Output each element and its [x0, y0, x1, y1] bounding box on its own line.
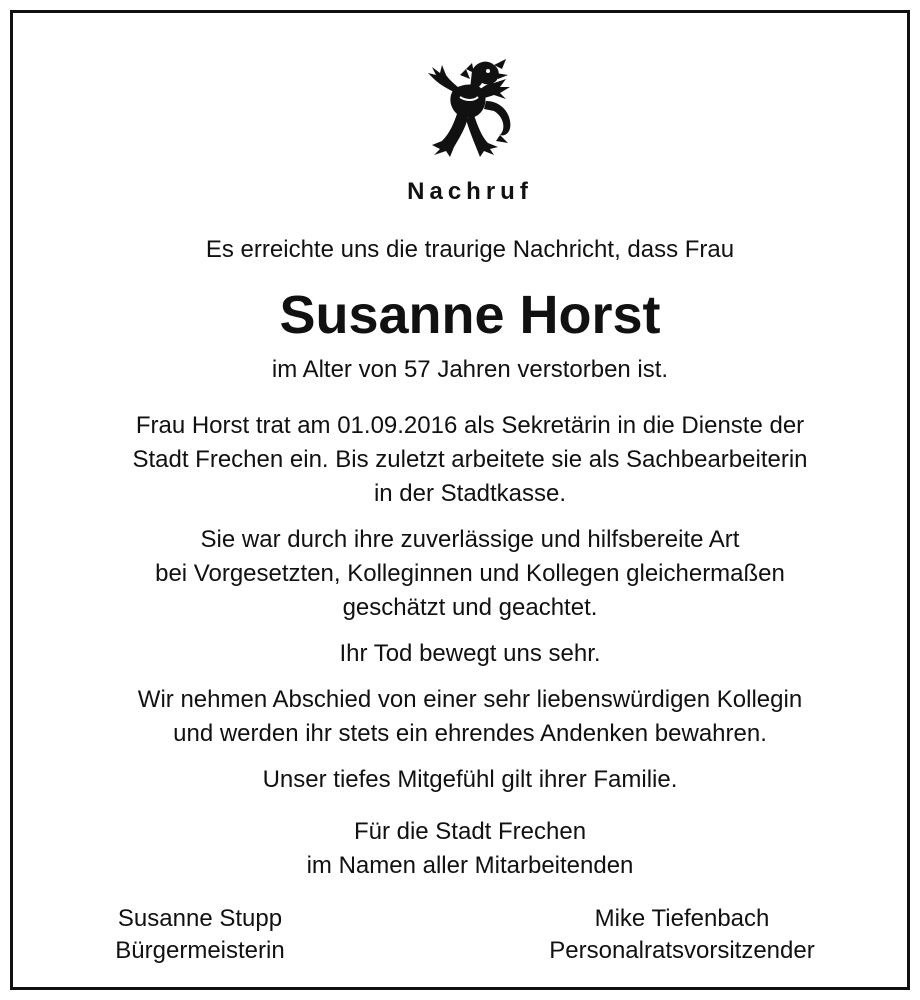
paragraph-line: Wir nehmen Abschied von einer sehr liebenswürdigen Kollegin — [137, 686, 803, 713]
paragraph-line: Sie war durch ihre zuverlässige und hilfsbereite Art — [200, 526, 740, 553]
paragraph-line: bei Vorgesetzten, Kolleginnen und Kollegen gleichermaßen — [155, 560, 785, 587]
signatory-title: Bürgermeisterin — [115, 937, 285, 964]
notice-heading: Nachruf — [407, 178, 533, 205]
paragraph-line: und werden ihr stets ein ehrendes Andenken bewahren. — [173, 720, 767, 747]
signatory-title: Personalratsvorsitzender — [549, 937, 815, 964]
signatory-name: Susanne Stupp — [117, 905, 283, 932]
signatory-name: Mike Tiefenbach — [594, 905, 770, 932]
paragraph-line: Stadt Frechen ein. Bis zuletzt arbeitete sie als Sachbearbeiterin — [132, 446, 808, 473]
paragraph-line: geschätzt und geachtet. — [342, 594, 598, 621]
paragraph-line: Frau Horst trat am 01.09.2016 als Sekretärin in die Dienste der — [135, 412, 805, 439]
heraldic-lion-icon — [416, 49, 520, 159]
closing-line: im Namen aller Mitarbeitenden — [306, 852, 634, 879]
paragraph-line: Unser tiefes Mitgefühl gilt ihrer Familie. — [262, 766, 678, 793]
closing-line: Für die Stadt Frechen — [353, 818, 587, 845]
intro-line: Es erreichte uns die traurige Nachricht, dass Frau — [205, 236, 735, 263]
deceased-name: Susanne Horst — [279, 285, 661, 345]
paragraph-line: in der Stadtkasse. — [373, 480, 567, 507]
paragraph-line: Ihr Tod bewegt uns sehr. — [339, 640, 601, 667]
age-line: im Alter von 57 Jahren verstorben ist. — [271, 356, 669, 383]
obituary-frame — [10, 10, 910, 990]
